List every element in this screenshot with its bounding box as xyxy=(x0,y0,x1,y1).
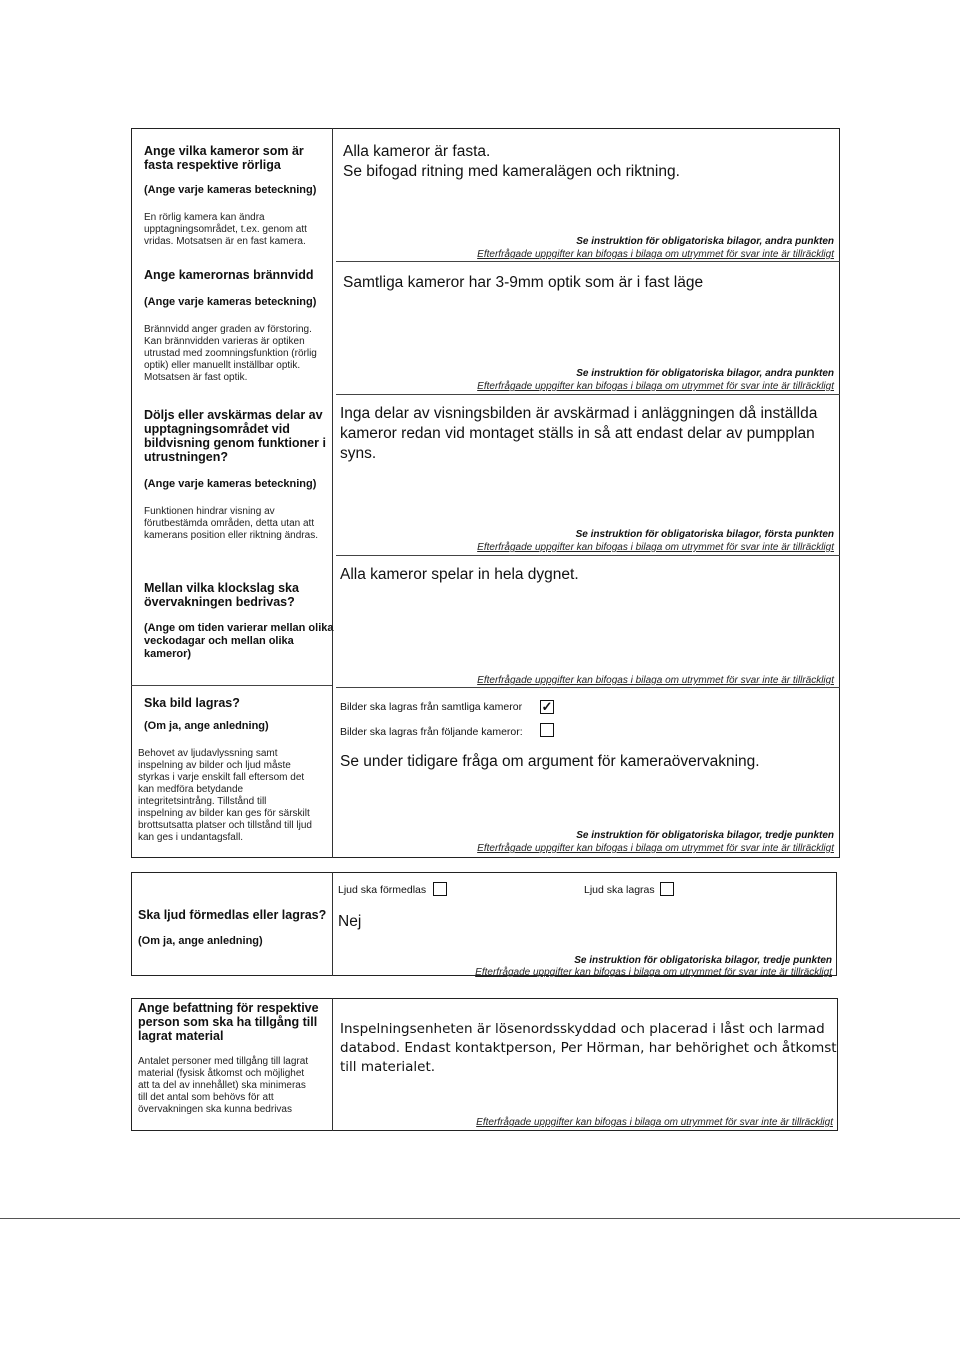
q3-answer[interactable]: Inga delar av visningsbilden är avskärmad i anläggningen då inställda kameror redan vid montaget ställs in så att endast delar av pumpplan syns. xyxy=(340,405,818,462)
audio-store-label: Ljud ska lagras xyxy=(584,884,655,896)
audio-answer[interactable]: Nej xyxy=(338,913,362,930)
q1-subtitle: (Ange varje kameras beteckning) xyxy=(144,184,317,196)
q4-subtitle: (Ange om tiden varierar mellan olika veckodagar och mellan olika kameror) xyxy=(144,622,334,660)
audio-store-checkbox[interactable] xyxy=(660,882,674,896)
q3-answer-line xyxy=(336,555,840,556)
audio-title: Ska ljud förmedlas eller lagras? xyxy=(138,908,327,922)
access-description: Antalet personer med tillgång till lagrat material (fysisk åtkomst och möjlighet att ta del av innehållet) ska minimeras till det antal som behövs för att övervakningen ska kunna bedrivas xyxy=(138,1056,309,1115)
q2-answer[interactable]: Samtliga kameror har 3-9mm optik som är i fast läge xyxy=(343,274,704,291)
access-answer[interactable]: Inspelningsenheten är lösenordsskyddad och placerad i låst och larmad databod. Endast kontaktperson, Per Hörman, har behörighet och åtkomst till materialet. xyxy=(340,1021,837,1075)
q3-description: Funktionen hindrar visning av förutbestämda områden, detta utan att kamerans position eller riktning ändras. xyxy=(144,506,318,541)
q2-title: Ange kamerornas brännvidd xyxy=(144,268,314,282)
q3-subtitle: (Ange varje kameras beteckning) xyxy=(144,478,317,490)
q2-instruction: Se instruktion för obligatoriska bilagor, andra punkten xyxy=(576,368,834,379)
q2-answer-line xyxy=(336,394,840,395)
q2-subtitle: (Ange varje kameras beteckning) xyxy=(144,296,317,308)
q1-title: Ange vilka kameror som är fasta respektive rörliga xyxy=(144,144,304,172)
q5-answer[interactable]: Se under tidigare fråga om argument för kameraövervakning. xyxy=(340,753,760,770)
audio-note: Efterfrågade uppgifter kan bifogas i bilaga om utrymmet för svar inte är tillräckligt xyxy=(475,967,832,978)
q5-option-all-checkbox[interactable]: ✓ xyxy=(541,699,553,714)
q1-answer[interactable]: Alla kameror är fasta. Se bifogad ritning med kameralägen och riktning. xyxy=(343,143,680,180)
q5-option-some-checkbox[interactable] xyxy=(540,723,554,737)
q3-note: Efterfrågade uppgifter kan bifogas i bilaga om utrymmet för svar inte är tillräckligt xyxy=(477,542,834,553)
q1-description: En rörlig kamera kan ändra upptagningsområdet, t.ex. genom att vridas. Motsatsen är en fast kamera. xyxy=(144,212,307,247)
q1-answer-line xyxy=(336,261,840,262)
audio-transmit-label: Ljud ska förmedlas xyxy=(338,884,427,896)
q1-instruction: Se instruktion för obligatoriska bilagor, andra punkten xyxy=(576,236,834,247)
q2-description: Brännvidd anger graden av förstoring. Kan brännvidden varieras är optiken utrustad med zoomningsfunktion (rörlig optik) eller manuellt inställbar optik. Motsatsen är fast optik. xyxy=(144,324,317,383)
q5-option-all-label: Bilder ska lagras från samtliga kameror xyxy=(340,701,523,713)
q2-note: Efterfrågade uppgifter kan bifogas i bilaga om utrymmet för svar inte är tillräckligt xyxy=(477,381,834,392)
q4-answer-line xyxy=(336,687,840,688)
q4-answer[interactable]: Alla kameror spelar in hela dygnet. xyxy=(340,566,579,583)
page-footer-rule xyxy=(0,1218,960,1219)
q4-note: Efterfrågade uppgifter kan bifogas i bilaga om utrymmet för svar inte är tillräckligt xyxy=(477,675,834,686)
q5-title: Ska bild lagras? xyxy=(144,696,240,710)
q3-title: Döljs eller avskärmas delar av upptagningsområdet vid bildvisning genom funktioner i utrustningen? xyxy=(144,408,326,464)
access-note: Efterfrågade uppgifter kan bifogas i bilaga om utrymmet för svar inte är tillräckligt xyxy=(476,1117,833,1128)
q4-left-line xyxy=(131,685,332,686)
audio-column-divider xyxy=(332,872,333,976)
q4-title: Mellan vilka klockslag ska övervakningen bedrivas? xyxy=(144,581,299,609)
access-column-divider xyxy=(332,998,333,1131)
q5-description: Behovet av ljudavlyssning samt inspelning av bilder och ljud måste styrkas i varje enskilt fall eftersom det kan medföra betydande integritetsintrång. Tillstånd till inspelning av bilder kan ges för särskilt brottsutsatta platser och tillstånd till ljud kan ges i undantagsfall. xyxy=(138,748,312,843)
audio-subtitle: (Om ja, ange anledning) xyxy=(138,935,263,947)
q5-note: Efterfrågade uppgifter kan bifogas i bilaga om utrymmet för svar inte är tillräckligt xyxy=(477,843,834,854)
audio-instruction: Se instruktion för obligatoriska bilagor, tredje punkten xyxy=(574,955,832,966)
audio-transmit-checkbox[interactable] xyxy=(433,882,447,896)
q5-instruction: Se instruktion för obligatoriska bilagor, tredje punkten xyxy=(576,830,834,841)
q5-subtitle: (Om ja, ange anledning) xyxy=(144,720,269,732)
q5-option-some-label: Bilder ska lagras från följande kameror: xyxy=(340,726,523,738)
access-title: Ange befattning för respektive person som ska ha tillgång till lagrat material xyxy=(138,1001,319,1043)
q3-instruction: Se instruktion för obligatoriska bilagor, första punkten xyxy=(575,529,834,540)
q1-note: Efterfrågade uppgifter kan bifogas i bilaga om utrymmet för svar inte är tillräckligt xyxy=(477,249,834,260)
column-divider xyxy=(332,128,333,858)
